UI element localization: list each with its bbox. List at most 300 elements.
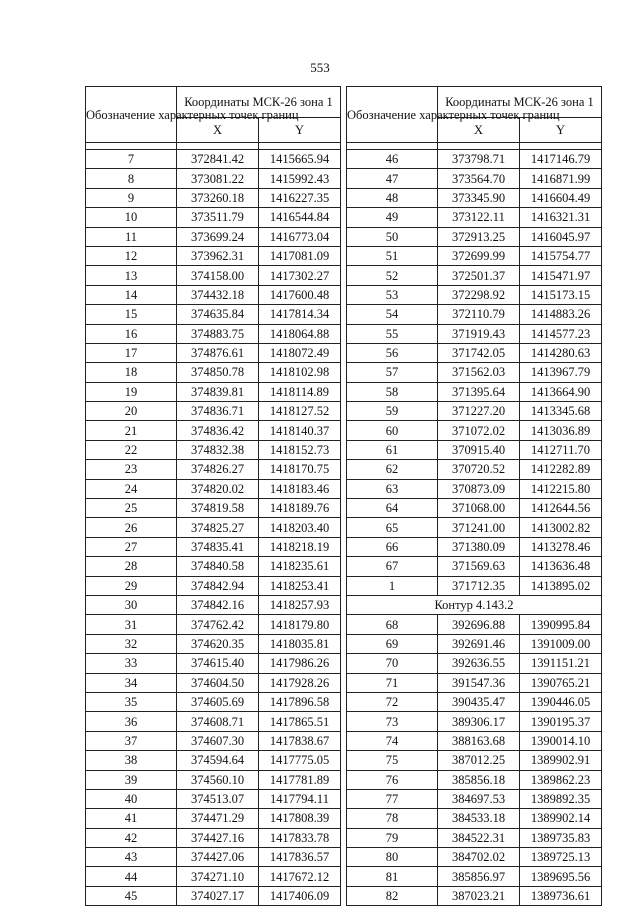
- point-number-cell: 54: [347, 305, 438, 324]
- x-coordinate-cell: 372913.25: [438, 227, 520, 246]
- table-row: [86, 809, 341, 828]
- y-coordinate-cell: 1417836.57: [259, 848, 341, 867]
- table-row: [86, 557, 341, 576]
- point-number-cell: 77: [347, 789, 438, 808]
- point-number-cell: 18: [86, 363, 177, 382]
- y-coordinate-cell: 1414883.26: [520, 305, 602, 324]
- point-number-cell: 73: [347, 712, 438, 731]
- table-row: [86, 460, 341, 479]
- y-coordinate-cell: 1415173.15: [520, 285, 602, 304]
- x-coordinate-cell: 374027.17: [177, 886, 259, 905]
- y-coordinate-cell: 1418127.52: [259, 402, 341, 421]
- point-number-cell: 40: [86, 789, 177, 808]
- table-row: [347, 324, 602, 343]
- table-row: [86, 731, 341, 750]
- x-coordinate-cell: 389306.17: [438, 712, 520, 731]
- x-coordinate-cell: 387012.25: [438, 751, 520, 770]
- y-coordinate-cell: 1389902.14: [520, 809, 602, 828]
- point-number-cell: 69: [347, 634, 438, 653]
- y-coordinate-cell: 1412711.70: [520, 440, 602, 459]
- x-coordinate-cell: 374826.27: [177, 460, 259, 479]
- table-row: [86, 828, 341, 847]
- point-number-cell: 58: [347, 382, 438, 401]
- x-coordinate-cell: 374842.94: [177, 576, 259, 595]
- table-row: [86, 402, 341, 421]
- point-number-cell: 8: [86, 169, 177, 188]
- x-coordinate-cell: 373564.70: [438, 169, 520, 188]
- y-coordinate-cell: 1390446.05: [520, 692, 602, 711]
- x-coordinate-cell: 392696.88: [438, 615, 520, 634]
- y-coordinate-cell: 1418064.88: [259, 324, 341, 343]
- x-coordinate-cell: 372110.79: [438, 305, 520, 324]
- x-coordinate-cell: 370915.40: [438, 440, 520, 459]
- x-coordinate-cell: 384533.18: [438, 809, 520, 828]
- x-coordinate-cell: 374825.27: [177, 518, 259, 537]
- point-number-cell: 35: [86, 692, 177, 711]
- y-coordinate-cell: 1417808.39: [259, 809, 341, 828]
- x-coordinate-cell: 373260.18: [177, 188, 259, 207]
- point-number-cell: 55: [347, 324, 438, 343]
- point-number-cell: 52: [347, 266, 438, 285]
- table-row: [347, 305, 602, 324]
- table-row: [86, 789, 341, 808]
- point-number-cell: 1: [347, 576, 438, 595]
- y-coordinate-cell: 1413278.46: [520, 537, 602, 556]
- y-coordinate-cell: 1418253.41: [259, 576, 341, 595]
- y-coordinate-cell: 1418218.19: [259, 537, 341, 556]
- y-coordinate-cell: 1389735.83: [520, 828, 602, 847]
- point-number-cell: 46: [347, 150, 438, 169]
- point-number-cell: 39: [86, 770, 177, 789]
- x-coordinate-cell: 374471.29: [177, 809, 259, 828]
- x-coordinate-cell: 385856.18: [438, 770, 520, 789]
- point-number-cell: 13: [86, 266, 177, 285]
- y-coordinate-cell: 1418170.75: [259, 460, 341, 479]
- table-row: [86, 595, 341, 614]
- y-coordinate-cell: 1416045.97: [520, 227, 602, 246]
- y-coordinate-cell: 1418235.61: [259, 557, 341, 576]
- point-number-cell: 25: [86, 499, 177, 518]
- point-number-cell: 57: [347, 363, 438, 382]
- table-row: [347, 828, 602, 847]
- y-coordinate-cell: 1415754.77: [520, 246, 602, 265]
- table-row: [347, 150, 602, 169]
- y-coordinate-cell: 1413895.02: [520, 576, 602, 595]
- point-number-cell: 27: [86, 537, 177, 556]
- x-coordinate-cell: 373798.71: [438, 150, 520, 169]
- y-coordinate-cell: 1418189.76: [259, 499, 341, 518]
- x-coordinate-cell: 374832.38: [177, 440, 259, 459]
- y-column-header: Y: [259, 118, 341, 143]
- x-coordinate-cell: 387023.21: [438, 886, 520, 905]
- table-row: [347, 692, 602, 711]
- y-coordinate-cell: 1412215.80: [520, 479, 602, 498]
- y-coordinate-cell: 1412644.56: [520, 499, 602, 518]
- table-row: [347, 537, 602, 556]
- y-coordinate-cell: 1418179.80: [259, 615, 341, 634]
- page-number: 553: [310, 60, 330, 75]
- point-number-cell: 48: [347, 188, 438, 207]
- point-number-cell: 67: [347, 557, 438, 576]
- table-row: [86, 712, 341, 731]
- point-number-cell: 47: [347, 169, 438, 188]
- point-number-cell: 36: [86, 712, 177, 731]
- x-coordinate-cell: 374836.71: [177, 402, 259, 421]
- point-number-cell: 10: [86, 208, 177, 227]
- point-number-cell: 26: [86, 518, 177, 537]
- x-coordinate-cell: 392636.55: [438, 654, 520, 673]
- point-number-cell: 7: [86, 150, 177, 169]
- y-coordinate-cell: 1417814.34: [259, 305, 341, 324]
- y-coordinate-cell: 1413002.82: [520, 518, 602, 537]
- table-row: [347, 440, 602, 459]
- y-coordinate-cell: 1390765.21: [520, 673, 602, 692]
- x-coordinate-cell: 373511.79: [177, 208, 259, 227]
- table-row: [347, 169, 602, 188]
- point-number-cell: 68: [347, 615, 438, 634]
- table-row: [347, 479, 602, 498]
- x-coordinate-cell: 371227.20: [438, 402, 520, 421]
- x-coordinate-cell: 374820.02: [177, 479, 259, 498]
- table-row: [347, 402, 602, 421]
- point-number-cell: 30: [86, 595, 177, 614]
- x-coordinate-cell: 384702.02: [438, 848, 520, 867]
- y-coordinate-cell: 1389902.91: [520, 751, 602, 770]
- x-coordinate-cell: 371072.02: [438, 421, 520, 440]
- table-row: [86, 654, 341, 673]
- y-coordinate-cell: 1416227.35: [259, 188, 341, 207]
- table-row: [347, 188, 602, 207]
- point-number-cell: 72: [347, 692, 438, 711]
- table-row: [86, 576, 341, 595]
- y-coordinate-cell: 1416604.49: [520, 188, 602, 207]
- table-row: [86, 343, 341, 362]
- x-coordinate-cell: 374839.81: [177, 382, 259, 401]
- y-coordinate-cell: 1414280.63: [520, 343, 602, 362]
- table-row: [347, 285, 602, 304]
- y-coordinate-cell: 1417865.51: [259, 712, 341, 731]
- y-coordinate-cell: 1418072.49: [259, 343, 341, 362]
- table-row: [347, 673, 602, 692]
- table-row: [86, 150, 341, 169]
- point-designation-header: Обозначение характерных точек границ: [347, 87, 438, 143]
- y-coordinate-cell: 1417775.05: [259, 751, 341, 770]
- y-coordinate-cell: 1415471.97: [520, 266, 602, 285]
- y-coordinate-cell: 1417838.67: [259, 731, 341, 750]
- table-row: [86, 285, 341, 304]
- point-number-cell: 50: [347, 227, 438, 246]
- table-row: [86, 188, 341, 207]
- point-number-cell: 61: [347, 440, 438, 459]
- point-number-cell: 59: [347, 402, 438, 421]
- y-column-header: Y: [520, 118, 602, 143]
- y-coordinate-cell: 1413036.89: [520, 421, 602, 440]
- y-coordinate-cell: 1412282.89: [520, 460, 602, 479]
- table-row: [347, 208, 602, 227]
- y-coordinate-cell: 1414577.23: [520, 324, 602, 343]
- x-coordinate-cell: 374819.58: [177, 499, 259, 518]
- x-coordinate-cell: 374615.40: [177, 654, 259, 673]
- point-number-cell: 63: [347, 479, 438, 498]
- x-coordinate-cell: 384522.31: [438, 828, 520, 847]
- table-row: [86, 770, 341, 789]
- x-coordinate-cell: 374620.35: [177, 634, 259, 653]
- x-coordinate-cell: 374842.16: [177, 595, 259, 614]
- table-row: [86, 246, 341, 265]
- table-row: [347, 712, 602, 731]
- y-coordinate-cell: 1417986.26: [259, 654, 341, 673]
- point-number-cell: 80: [347, 848, 438, 867]
- table-row: [347, 576, 602, 595]
- y-coordinate-cell: 1391009.00: [520, 634, 602, 653]
- y-coordinate-cell: 1413967.79: [520, 363, 602, 382]
- point-number-cell: 64: [347, 499, 438, 518]
- table-row: [86, 867, 341, 886]
- x-column-header: X: [438, 118, 520, 143]
- y-coordinate-cell: 1415992.43: [259, 169, 341, 188]
- table-row: [347, 343, 602, 362]
- point-number-cell: 34: [86, 673, 177, 692]
- coordinates-header: Координаты МСК-26 зона 1: [177, 87, 341, 118]
- point-number-cell: 65: [347, 518, 438, 537]
- table-row: [86, 615, 341, 634]
- point-number-cell: 53: [347, 285, 438, 304]
- x-coordinate-cell: 372501.37: [438, 266, 520, 285]
- y-coordinate-cell: 1416544.84: [259, 208, 341, 227]
- y-coordinate-cell: 1418152.73: [259, 440, 341, 459]
- y-coordinate-cell: 1417081.09: [259, 246, 341, 265]
- table-row: [347, 789, 602, 808]
- point-number-cell: 76: [347, 770, 438, 789]
- point-number-cell: 42: [86, 828, 177, 847]
- y-coordinate-cell: 1389862.23: [520, 770, 602, 789]
- y-coordinate-cell: 1389736.61: [520, 886, 602, 905]
- point-number-cell: 43: [86, 848, 177, 867]
- x-coordinate-cell: 374835.41: [177, 537, 259, 556]
- y-coordinate-cell: 1418203.40: [259, 518, 341, 537]
- point-number-cell: 41: [86, 809, 177, 828]
- x-coordinate-cell: 374635.84: [177, 305, 259, 324]
- y-coordinate-cell: 1389695.56: [520, 867, 602, 886]
- table-row: [347, 615, 602, 634]
- point-number-cell: 19: [86, 382, 177, 401]
- table-row: [347, 227, 602, 246]
- point-number-cell: 79: [347, 828, 438, 847]
- y-coordinate-cell: 1418183.46: [259, 479, 341, 498]
- y-coordinate-cell: 1417833.78: [259, 828, 341, 847]
- table-row: [86, 499, 341, 518]
- table-row: [86, 692, 341, 711]
- point-number-cell: 15: [86, 305, 177, 324]
- table-row: [86, 382, 341, 401]
- x-coordinate-cell: 371068.00: [438, 499, 520, 518]
- point-number-cell: 81: [347, 867, 438, 886]
- y-coordinate-cell: 1415665.94: [259, 150, 341, 169]
- table-row: [347, 654, 602, 673]
- table-row: [347, 751, 602, 770]
- table-row: [347, 886, 602, 905]
- x-coordinate-cell: 374850.78: [177, 363, 259, 382]
- point-number-cell: 21: [86, 421, 177, 440]
- point-number-cell: 49: [347, 208, 438, 227]
- y-coordinate-cell: 1417600.48: [259, 285, 341, 304]
- point-number-cell: 44: [86, 867, 177, 886]
- point-number-cell: 56: [347, 343, 438, 362]
- y-coordinate-cell: 1418114.89: [259, 382, 341, 401]
- table-row: [86, 634, 341, 653]
- x-coordinate-cell: 374513.07: [177, 789, 259, 808]
- x-coordinate-cell: 371380.09: [438, 537, 520, 556]
- x-coordinate-cell: 388163.68: [438, 731, 520, 750]
- table-row: [347, 499, 602, 518]
- section-label: Контур 4.143.2: [347, 595, 602, 614]
- x-coordinate-cell: 374560.10: [177, 770, 259, 789]
- x-coordinate-cell: 374427.06: [177, 848, 259, 867]
- y-coordinate-cell: 1417672.12: [259, 867, 341, 886]
- point-number-cell: 32: [86, 634, 177, 653]
- x-coordinate-cell: 371919.43: [438, 324, 520, 343]
- x-coordinate-cell: 374840.58: [177, 557, 259, 576]
- point-number-cell: 70: [347, 654, 438, 673]
- x-coordinate-cell: 370873.09: [438, 479, 520, 498]
- table-row: [347, 557, 602, 576]
- x-coordinate-cell: 371712.35: [438, 576, 520, 595]
- y-coordinate-cell: 1413345.68: [520, 402, 602, 421]
- table-row: [86, 537, 341, 556]
- x-coordinate-cell: 371241.00: [438, 518, 520, 537]
- point-number-cell: 60: [347, 421, 438, 440]
- table-row: [347, 382, 602, 401]
- point-number-cell: 51: [347, 246, 438, 265]
- table-row: [86, 208, 341, 227]
- point-designation-header: Обозначение характерных точек границ: [86, 87, 177, 143]
- table-row: [347, 770, 602, 789]
- y-coordinate-cell: 1418102.98: [259, 363, 341, 382]
- table-row: [86, 363, 341, 382]
- x-coordinate-cell: 373962.31: [177, 246, 259, 265]
- y-coordinate-cell: 1418257.93: [259, 595, 341, 614]
- table-row: [86, 305, 341, 324]
- point-number-cell: 23: [86, 460, 177, 479]
- x-coordinate-cell: 371569.63: [438, 557, 520, 576]
- table-row: [347, 518, 602, 537]
- point-number-cell: 31: [86, 615, 177, 634]
- point-number-cell: 74: [347, 731, 438, 750]
- y-coordinate-cell: 1390195.37: [520, 712, 602, 731]
- x-coordinate-cell: 374605.69: [177, 692, 259, 711]
- x-coordinate-cell: 374836.42: [177, 421, 259, 440]
- x-coordinate-cell: 373081.22: [177, 169, 259, 188]
- x-coordinate-cell: 384697.53: [438, 789, 520, 808]
- point-number-cell: 62: [347, 460, 438, 479]
- point-number-cell: 9: [86, 188, 177, 207]
- y-coordinate-cell: 1416773.04: [259, 227, 341, 246]
- x-coordinate-cell: 392691.46: [438, 634, 520, 653]
- y-coordinate-cell: 1418035.81: [259, 634, 341, 653]
- x-coordinate-cell: 374607.30: [177, 731, 259, 750]
- x-coordinate-cell: 374762.42: [177, 615, 259, 634]
- point-number-cell: 14: [86, 285, 177, 304]
- x-coordinate-cell: 374604.50: [177, 673, 259, 692]
- y-coordinate-cell: 1413636.48: [520, 557, 602, 576]
- table-row: [86, 479, 341, 498]
- table-row: [347, 460, 602, 479]
- table-row: [86, 227, 341, 246]
- x-coordinate-cell: 374158.00: [177, 266, 259, 285]
- table-row: [347, 363, 602, 382]
- table-row: [86, 440, 341, 459]
- y-coordinate-cell: 1389725.13: [520, 848, 602, 867]
- y-coordinate-cell: 1417406.09: [259, 886, 341, 905]
- coordinates-table-right: [346, 86, 602, 906]
- table-body-right: [347, 150, 602, 906]
- table-row: [347, 595, 602, 614]
- y-coordinate-cell: 1390995.84: [520, 615, 602, 634]
- point-number-cell: 12: [86, 246, 177, 265]
- y-coordinate-cell: 1417794.11: [259, 789, 341, 808]
- x-coordinate-cell: 372841.42: [177, 150, 259, 169]
- y-coordinate-cell: 1390014.10: [520, 731, 602, 750]
- table-row: [86, 751, 341, 770]
- point-number-cell: 16: [86, 324, 177, 343]
- point-number-cell: 75: [347, 751, 438, 770]
- table-row: [347, 421, 602, 440]
- x-coordinate-cell: 370720.52: [438, 460, 520, 479]
- coordinates-header: Координаты МСК-26 зона 1: [438, 87, 602, 118]
- x-column-header: X: [177, 118, 259, 143]
- x-coordinate-cell: 391547.36: [438, 673, 520, 692]
- table-row: [86, 673, 341, 692]
- x-coordinate-cell: 371562.03: [438, 363, 520, 382]
- x-coordinate-cell: 372298.92: [438, 285, 520, 304]
- table-body-left: [86, 150, 341, 906]
- x-coordinate-cell: 374876.61: [177, 343, 259, 362]
- y-coordinate-cell: 1417896.58: [259, 692, 341, 711]
- point-number-cell: 24: [86, 479, 177, 498]
- point-number-cell: 11: [86, 227, 177, 246]
- y-coordinate-cell: 1417146.79: [520, 150, 602, 169]
- point-number-cell: 28: [86, 557, 177, 576]
- table-row: [86, 421, 341, 440]
- table-row: [86, 886, 341, 905]
- table-row: [347, 848, 602, 867]
- y-coordinate-cell: 1391151.21: [520, 654, 602, 673]
- point-number-cell: 71: [347, 673, 438, 692]
- x-coordinate-cell: 371742.05: [438, 343, 520, 362]
- y-coordinate-cell: 1417302.27: [259, 266, 341, 285]
- table-row: [86, 518, 341, 537]
- x-coordinate-cell: 373345.90: [438, 188, 520, 207]
- x-coordinate-cell: 374608.71: [177, 712, 259, 731]
- table-row: [347, 731, 602, 750]
- x-coordinate-cell: 374271.10: [177, 867, 259, 886]
- coordinates-table-left: [85, 86, 341, 906]
- point-number-cell: 37: [86, 731, 177, 750]
- y-coordinate-cell: 1413664.90: [520, 382, 602, 401]
- point-number-cell: 20: [86, 402, 177, 421]
- table-row: [347, 867, 602, 886]
- y-coordinate-cell: 1416321.31: [520, 208, 602, 227]
- table-row: [347, 634, 602, 653]
- y-coordinate-cell: 1417928.26: [259, 673, 341, 692]
- x-coordinate-cell: 385856.97: [438, 867, 520, 886]
- y-coordinate-cell: 1416871.99: [520, 169, 602, 188]
- y-coordinate-cell: 1389892.35: [520, 789, 602, 808]
- point-number-cell: 66: [347, 537, 438, 556]
- point-number-cell: 17: [86, 343, 177, 362]
- x-coordinate-cell: 374432.18: [177, 285, 259, 304]
- point-number-cell: 38: [86, 751, 177, 770]
